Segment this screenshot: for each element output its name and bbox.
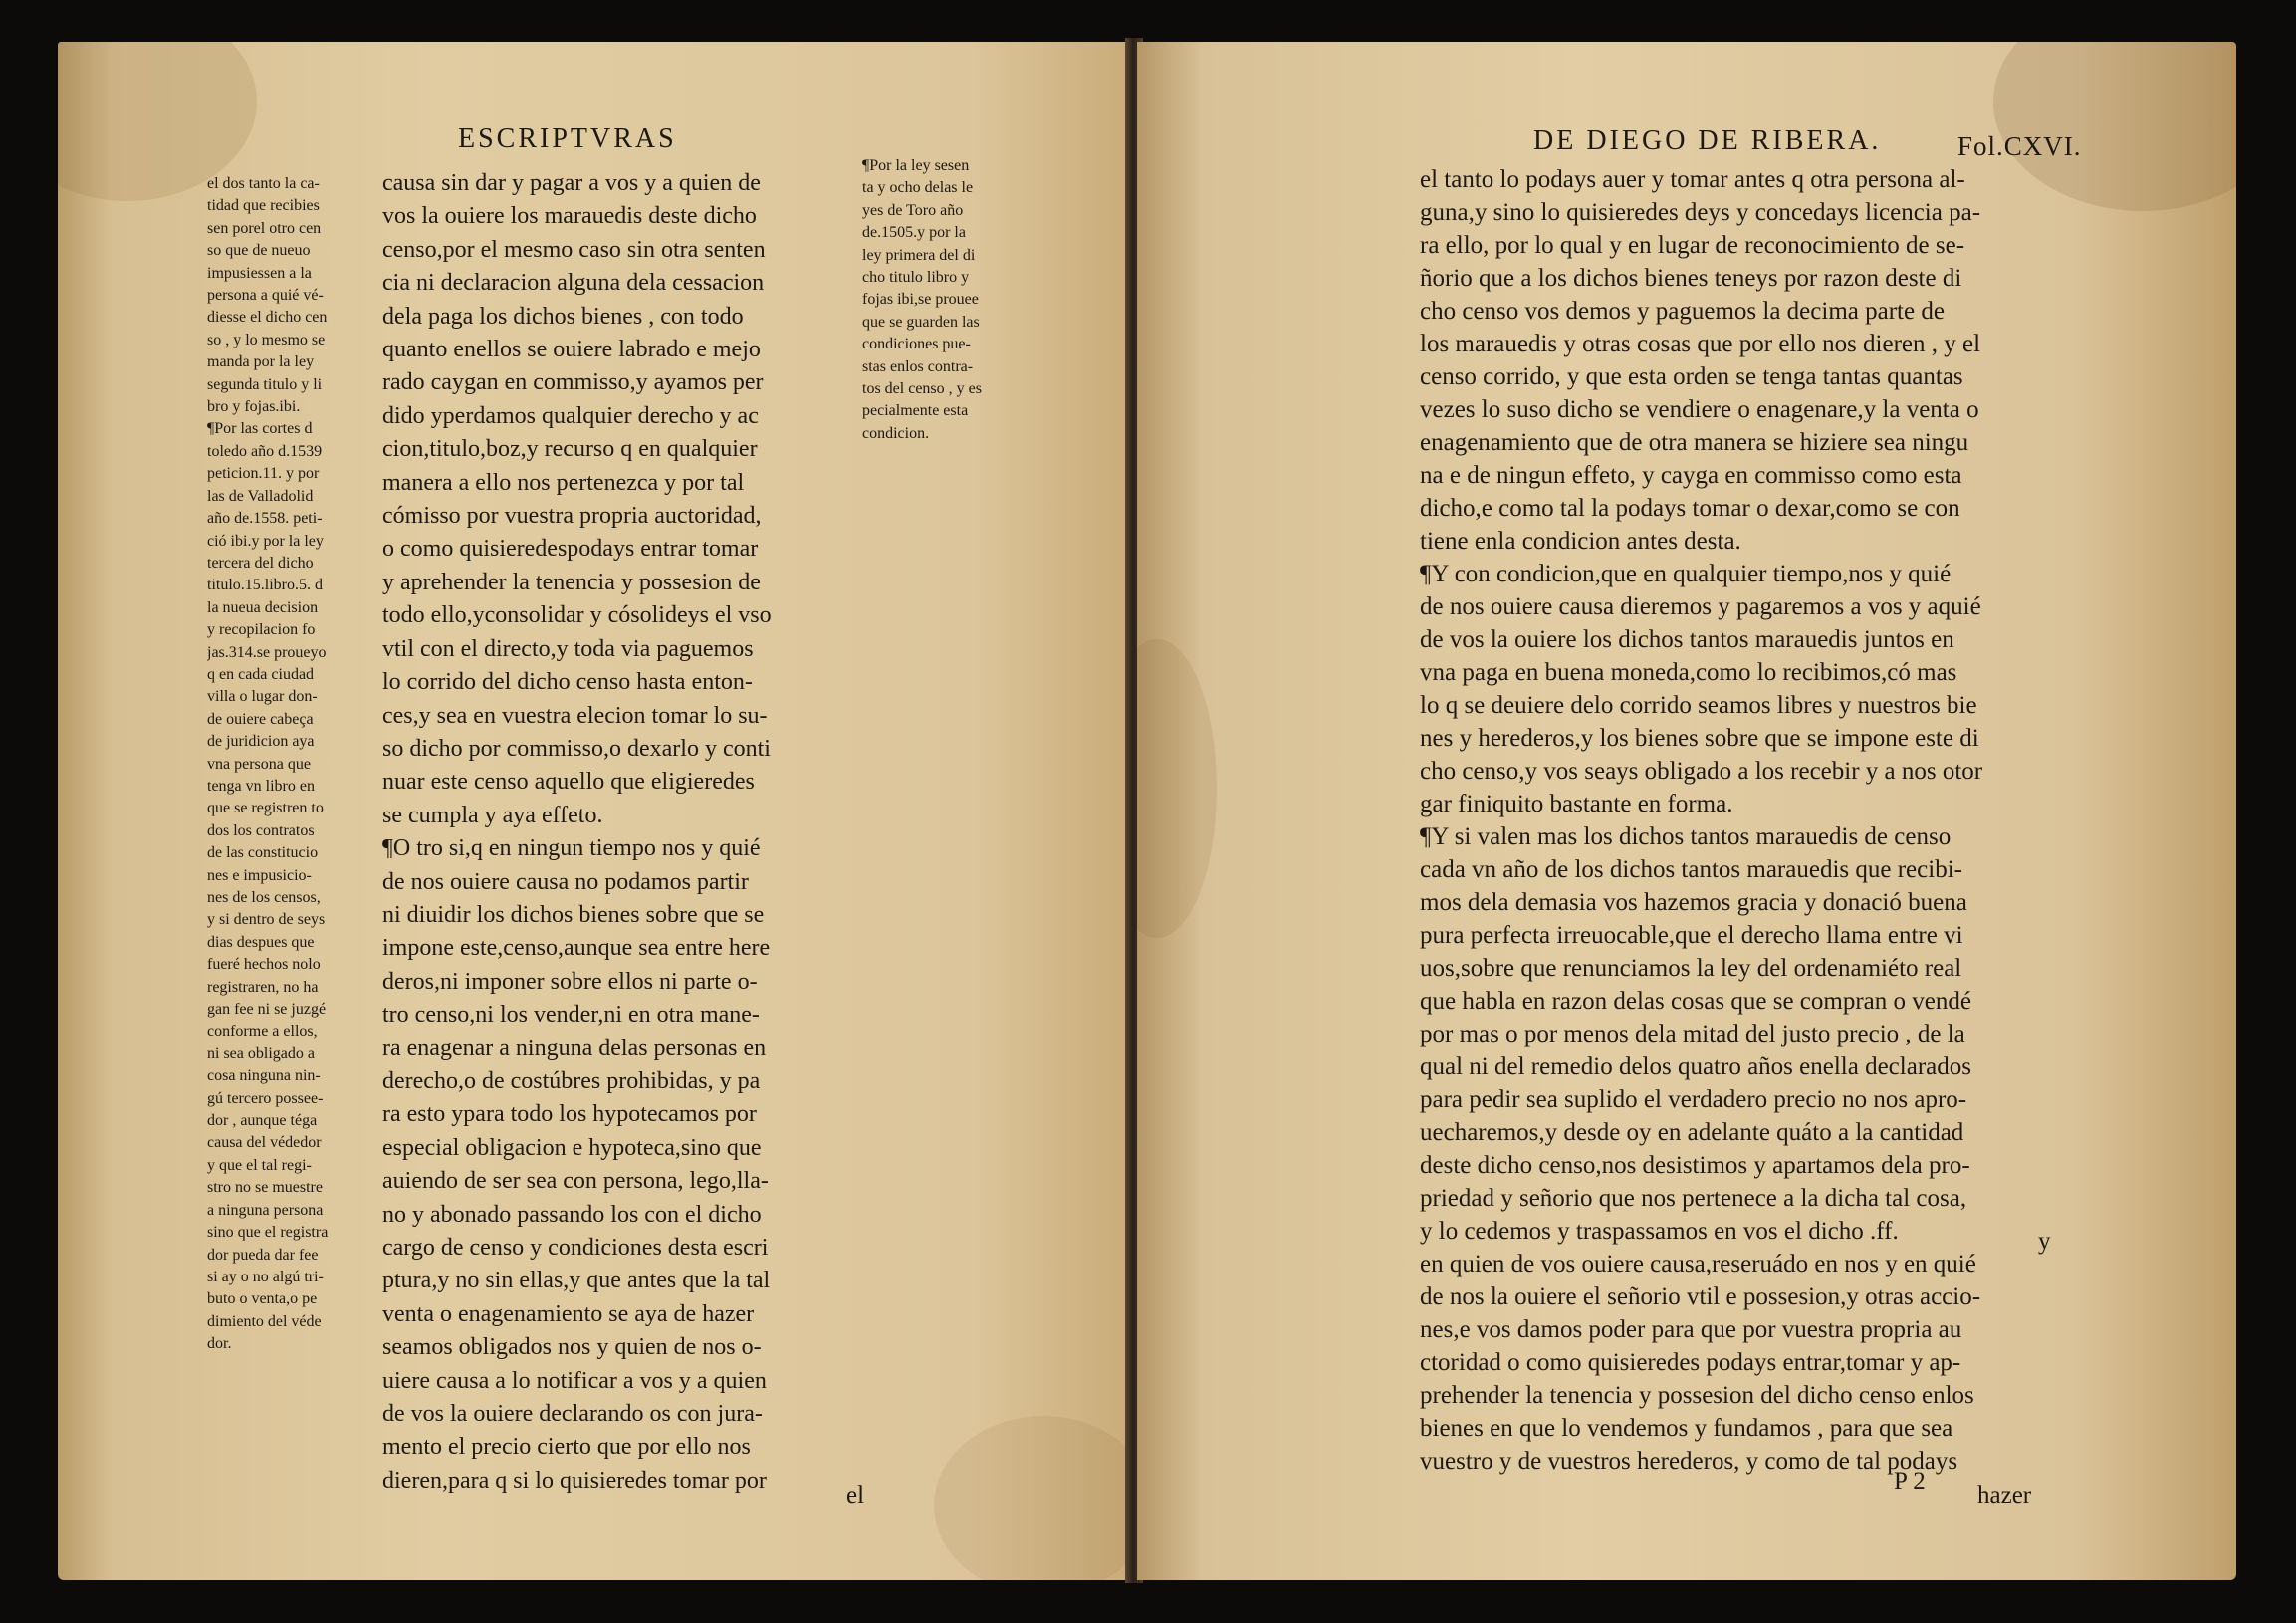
text-line: qual ni del remedio delos quatro años enella declarados <box>1420 1053 1971 1080</box>
text-line: que habla en razon delas cosas que se compran o vendé <box>1420 988 1971 1015</box>
margin-note-line: so , y lo mesmo se <box>207 331 326 348</box>
text-line: vezes lo suso dicho se vendiere o enagenare,y la venta o <box>1420 396 1979 423</box>
margin-note-line: condiciones pue- <box>862 336 971 353</box>
text-line: ces,y sea en vuestra elecion tomar lo su- <box>382 702 768 729</box>
margin-note-line: villa o lugar don- <box>207 688 318 706</box>
margin-note-line: dimiento del véde <box>207 1312 322 1330</box>
text-line: se cumpla y aya effeto. <box>382 802 603 828</box>
text-line: bienes en que lo vendemos y fundamos , para que sea <box>1420 1415 1953 1442</box>
margin-note-line: persona a quié vé- <box>207 287 324 305</box>
margin-note-line: titulo.15.libro.5. d <box>207 577 323 594</box>
margin-note-line: fueré hechos nolo <box>207 956 321 974</box>
margin-note-line: causa del védedor <box>207 1134 322 1152</box>
text-line: cia ni declaracion alguna dela cessacion <box>382 270 765 297</box>
left-running-head: ESCRIPTVRAS <box>458 123 677 154</box>
margin-note-line: a ninguna persona <box>207 1201 324 1219</box>
margin-note-line: impusiessen a la <box>207 264 312 282</box>
margin-note-line: de.1505.y por la <box>862 224 966 242</box>
margin-note-line: dor pueda dar fee <box>207 1246 319 1264</box>
margin-note-line: de las constitucio <box>207 844 319 862</box>
margin-note-line: so que de nueuo <box>207 242 311 260</box>
margin-note-line: dor , aunque téga <box>207 1112 318 1130</box>
line-end-word: y <box>2038 1228 2051 1255</box>
margin-note-line: gan fee ni se juzgé <box>207 1001 327 1019</box>
text-line: en quien de vos ouiere causa,reseruádo en nos y en quié <box>1420 1251 1976 1277</box>
margin-note-line: sino que el registra <box>207 1224 329 1242</box>
text-line: seamos obligados nos y quien de nos o- <box>382 1334 762 1361</box>
margin-note-line: que se guarden las <box>862 313 980 331</box>
text-line: ¶O tro si,q en ningun tiempo nos y quié <box>382 835 761 862</box>
text-line: de vos la ouiere declarando os con jura- <box>382 1401 763 1428</box>
text-line: y aprehender la tenencia y possesion de <box>382 569 761 595</box>
text-line: so dicho por commisso,o dexarlo y conti <box>382 735 771 762</box>
margin-note-line: ni sea obligado a <box>207 1044 315 1062</box>
margin-note-line: diesse el dicho cen <box>207 309 328 327</box>
text-line: ra ello, por lo qual y en lugar de reconocimiento de se- <box>1420 232 1965 259</box>
margin-note-line: pecialmente esta <box>862 402 969 420</box>
text-line: cargo de censo y condiciones desta escri <box>382 1235 769 1261</box>
text-line: gar finiquito bastante en forma. <box>1420 791 1733 817</box>
text-line: na e de ningun effeto, y cayga en commisso como esta <box>1420 462 1962 489</box>
margin-note-line: jas.314.se proueyo <box>207 643 327 661</box>
text-line: mento el precio cierto que por ello nos <box>382 1434 751 1461</box>
text-line: derecho,o de costúbres prohibidas, y pa <box>382 1067 761 1094</box>
text-line: dela paga los dichos bienes , con todo <box>382 303 744 330</box>
text-line: ¶Y con condicion,que en qualquier tiempo,nos y quié <box>1420 561 1952 587</box>
margin-note-line: dor. <box>207 1335 232 1353</box>
text-line: vna paga en buena moneda,como lo recibimos,có mas <box>1420 659 1957 686</box>
text-line: quanto enellos se ouiere labrado e mejo <box>382 337 761 363</box>
text-line: venta o enagenamiento se aya de hazer <box>382 1300 755 1327</box>
text-line: cómisso por vuestra propria auctoridad, <box>382 503 762 530</box>
text-line: vuestro y de vuestros herederos, y como de tal podays <box>1420 1448 1958 1475</box>
margin-note-line: ley primera del di <box>862 246 976 264</box>
margin-note-line: cosa ninguna nin- <box>207 1067 321 1085</box>
margin-note-line: buto o venta,o pe <box>207 1290 318 1308</box>
left-margin-note <box>207 173 331 1356</box>
text-line: ni diuidir los dichos bienes sobre que se <box>382 901 765 928</box>
margin-note-line: el dos tanto la ca- <box>207 175 320 192</box>
text-line: vtil con el directo,y toda via paguemos <box>382 635 754 662</box>
margin-note-line: nes e impusicio- <box>207 866 312 884</box>
text-line: ¶Y si valen mas los dichos tantos marauedis de censo <box>1420 823 1952 850</box>
text-line: priedad y señorio que nos pertenece a la dicha tal cosa, <box>1420 1185 1967 1212</box>
text-line: el tanto lo podays auer y tomar antes q otra persona al- <box>1420 166 1965 193</box>
right-catchword: hazer <box>1977 1482 2032 1508</box>
text-line: causa sin dar y pagar a vos y a quien de <box>382 170 761 196</box>
text-line: por mas o por menos dela mitad del justo precio , de la <box>1420 1021 1965 1047</box>
margin-note-line: fojas ibi,se prouee <box>862 291 979 309</box>
text-line: de nos ouiere causa no podamos partir <box>382 868 749 895</box>
right-running-head: DE DIEGO DE RIBERA. <box>1533 125 1882 156</box>
margin-note-line: y si dentro de seys <box>207 911 326 929</box>
text-line: para pedir sea suplido el verdadero precio no nos apro- <box>1420 1086 1967 1113</box>
text-line: vos la ouiere los marauedis deste dicho <box>382 203 757 230</box>
margin-note-line: gú tercero possee- <box>207 1089 324 1107</box>
text-line: tiene enla condicion antes desta. <box>1420 528 1741 555</box>
text-line: uecharemos,y desde oy en adelante quáto a la cantidad <box>1420 1119 1964 1146</box>
text-line: o como quisieredespodays entrar tomar <box>382 536 759 563</box>
text-line: ptura,y no sin ellas,y que antes que la tal <box>382 1268 771 1294</box>
margin-note-line: toledo año d.1539 <box>207 442 323 460</box>
margin-note-line: registraren, no ha <box>207 978 319 996</box>
right-main-text <box>1420 163 2073 1478</box>
margin-note-line: ¶Por las cortes d <box>207 420 313 438</box>
text-line: de nos ouiere causa dieremos y pagaremos a vos y aquié <box>1420 593 1981 620</box>
text-line: censo corrido, y que esta orden se tenga tantas quantas <box>1420 363 1963 390</box>
text-line: dieren,para q si lo quisieredes tomar por <box>382 1467 767 1494</box>
text-line: tro censo,ni los vender,ni en otra mane- <box>382 1002 760 1029</box>
left-lower-stain <box>934 1416 1133 1580</box>
margin-note-line: ció ibi.y por la ley <box>207 532 324 550</box>
text-line: deste dicho censo,nos desistimos y apartamos dela pro- <box>1420 1152 1970 1179</box>
text-line: dido yperdamos qualquier derecho y ac <box>382 402 759 429</box>
margin-note-line: peticion.11. y por <box>207 465 320 483</box>
text-line: de nos la ouiere el señorio vtil e possesion,y otras accio- <box>1420 1283 1981 1310</box>
text-line: cho censo,y vos seays obligado a los recebir y a nos otor <box>1420 758 1983 785</box>
text-line: y lo cedemos y traspassamos en vos el dicho .ff. <box>1420 1218 1899 1245</box>
signature-mark: P 2 <box>1894 1468 1926 1495</box>
margin-note-line: tercera del dicho <box>207 554 314 572</box>
margin-note-line: las de Valladolid <box>207 487 314 505</box>
margin-note-line: conforme a ellos, <box>207 1023 318 1041</box>
margin-note-line: de ouiere cabeça <box>207 710 314 728</box>
margin-note-line: tos del censo , y es <box>862 380 982 398</box>
margin-note-line: dos los contratos <box>207 821 315 839</box>
margin-note-line: y que el tal regi- <box>207 1156 312 1174</box>
text-line: uos,sobre que renunciamos la ley del ordenamiéto real <box>1420 955 1962 982</box>
text-line: enagenamiento que de otra manera se hiziere sea ningu <box>1420 429 1969 456</box>
margin-note-line: ¶Por la ley sesen <box>862 157 970 174</box>
margin-note-line: dias despues que <box>207 933 315 951</box>
margin-note-line: condicion. <box>862 424 930 442</box>
text-line: ñorio que a los dichos bienes teneys por razon deste di <box>1420 265 1962 292</box>
right-side-margin-note <box>862 155 1079 445</box>
margin-note-line: cho titulo libro y <box>862 269 970 287</box>
margin-note-line: y recopilacion fo <box>207 621 316 639</box>
margin-note-line: año de.1558. peti- <box>207 510 323 528</box>
text-line: cho censo vos demos y paguemos la decima parte de <box>1420 298 1945 325</box>
margin-note-line: yes de Toro año <box>862 201 964 219</box>
margin-note-line: stro no se muestre <box>207 1179 323 1197</box>
text-line: rado caygan en commisso,y ayamos per <box>382 369 764 396</box>
text-line: especial obligacion e hypoteca,sino que <box>382 1134 762 1161</box>
margin-note-line: tenga vn libro en <box>207 777 315 795</box>
text-line: todo ello,yconsolidar y cósolideys el vso <box>382 602 772 629</box>
text-line: nes,e vos damos poder para que por vuestra propria au <box>1420 1316 1962 1343</box>
margin-note-line: tidad que recibies <box>207 197 320 215</box>
text-line: lo q se deuiere delo corrido seamos libres y nuestros bie <box>1420 692 1977 719</box>
margin-note-line: sen porel otro cen <box>207 219 322 237</box>
text-line: auiendo de ser sea con persona, lego,lla- <box>382 1168 769 1195</box>
margin-note-line: stas enlos contra- <box>862 357 974 375</box>
text-line: ctoridad o como quisieredes podays entrar,tomar y ap- <box>1420 1349 1961 1376</box>
text-line: lo corrido del dicho censo hasta enton- <box>382 669 753 696</box>
right-page <box>1137 42 2236 1580</box>
left-page <box>58 42 1133 1580</box>
text-line: cada vn año de los dichos tantos marauedis que recibi- <box>1420 856 1962 883</box>
text-line: ra esto ypara todo los hypotecamos por <box>382 1101 757 1128</box>
margin-note-line: que se registren to <box>207 800 324 817</box>
right-gutter-stain <box>1137 639 1217 938</box>
text-line: de vos la ouiere los dichos tantos marauedis juntos en <box>1420 626 1954 653</box>
margin-note-line: la nueua decision <box>207 598 319 616</box>
text-line: manera a ello nos pertenezca y por tal <box>382 469 745 496</box>
margin-note-line: ta y ocho delas le <box>862 179 974 197</box>
text-line: ra enagenar a ninguna delas personas en <box>382 1035 767 1061</box>
margin-note-line: vna persona que <box>207 755 311 773</box>
text-line: cion,titulo,boz,y recurso q en qualquier <box>382 436 758 463</box>
margin-note-line: nes de los censos, <box>207 889 321 906</box>
text-line: nuar este censo aquello que eligieredes <box>382 769 755 796</box>
margin-note-line: bro y fojas.ibi. <box>207 398 301 416</box>
left-main-text <box>382 167 936 1498</box>
left-catchword: el <box>846 1482 865 1508</box>
folio-number: Fol.CXVI. <box>1957 131 2082 161</box>
text-line: censo,por el mesmo caso sin otra senten <box>382 236 766 263</box>
margin-note-line: si ay o no algú tri- <box>207 1268 324 1285</box>
text-line: uiere causa a lo notificar a vos y a quien <box>382 1367 767 1394</box>
margin-note-line: de juridicion aya <box>207 733 315 751</box>
text-line: los marauedis y otras cosas que por ello nos dieren , y el <box>1420 331 1981 357</box>
text-line: impone este,censo,aunque sea entre here <box>382 935 771 962</box>
text-line: no y abonado passando los con el dicho <box>382 1201 762 1228</box>
text-line: mos dela demasia vos hazemos gracia y donació buena <box>1420 889 1967 916</box>
text-line: pura perfecta irreuocable,que el derecho llama entre vi <box>1420 922 1963 949</box>
margin-note-line: manda por la ley <box>207 353 315 371</box>
margin-note-line: segunda titulo y li <box>207 375 323 393</box>
text-line: deros,ni imponer sobre ellos ni parte o- <box>382 968 758 995</box>
text-line: dicho,e como tal la podays tomar o dexar,como se con <box>1420 495 1960 522</box>
margin-note-line: q en cada ciudad <box>207 665 315 683</box>
text-line: prehender la tenencia y possesion del dicho censo enlos <box>1420 1382 1974 1409</box>
text-line: nes y herederos,y los bienes sobre que se impone este di <box>1420 725 1979 752</box>
text-line: guna,y sino lo quisieredes deys y concedays licencia pa- <box>1420 199 1981 226</box>
